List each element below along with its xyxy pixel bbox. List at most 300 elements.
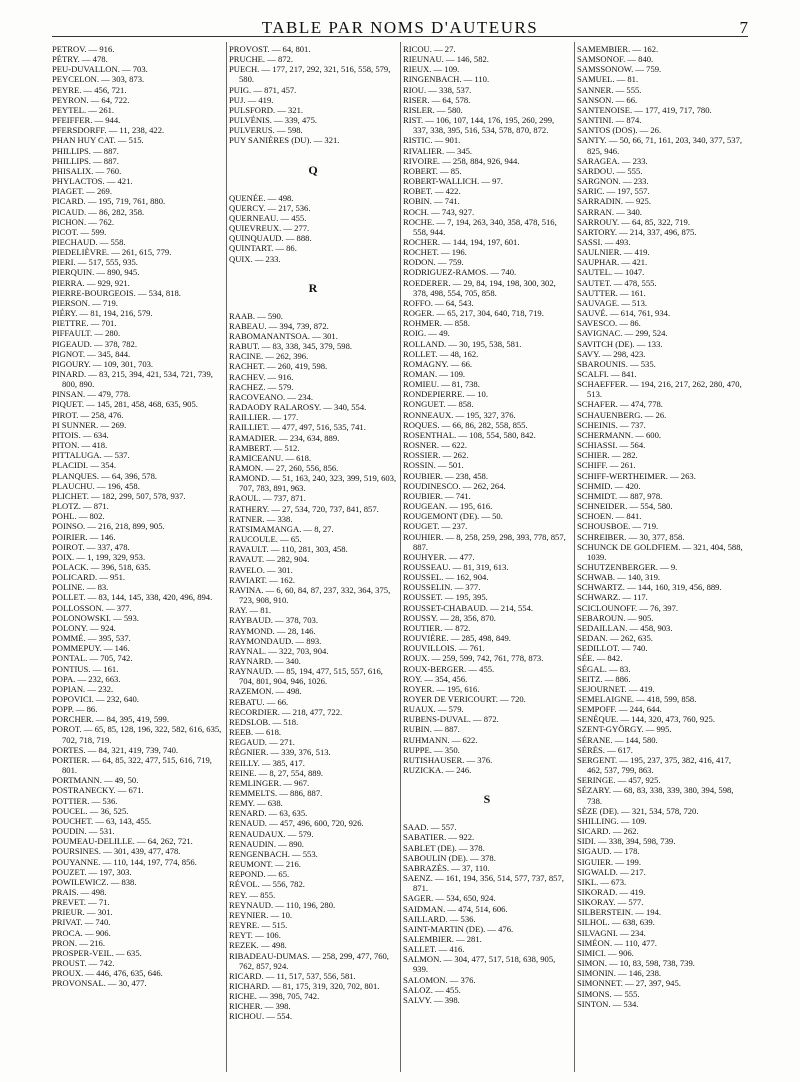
index-entry: SCHIER. — 282. [577,450,638,461]
index-entry: PICOT. — 599. [52,226,107,237]
index-entry: RACHET. — 260, 419, 598. [229,361,328,372]
index-entry: PIEDELIÈVRE. — 261, 615, 779. [52,247,172,258]
index-entry: RABUT. — 83, 338, 345, 379, 598. [229,341,353,352]
index-entry: SCALFI. — 841. [577,369,637,379]
index-entry: RAZEMON. — 498. [229,686,302,697]
index-entry: SBAROUNIS. — 535. [577,358,656,369]
index-entry: PIERSON. — 719. [52,297,118,308]
index-entry: PIÉRY. — 81, 194, 216, 579. [52,308,153,319]
index-entry: ROSSIN. — 501. [403,460,464,471]
index-entry: RAOUL. — 737, 871. [229,493,306,504]
index-entry: PREVET. — 71. [52,897,110,908]
index-entry: SAUVAGE. — 513. [577,297,648,308]
index-entry: ROBERT. — 85. [403,165,462,176]
index-entry: ROUSSY. — 28, 356, 870. [403,612,496,623]
index-entry: PORTIER. — 64, 85, 322, 477, 515, 616, 719, 801. [52,754,212,776]
page-number: 7 [739,18,748,37]
index-entry: ROUVIÈRE. — 285, 498, 849. [403,633,511,644]
index-entry: PLACIDI. — 354. [52,460,116,471]
index-entry: PIECHAUD. — 558. [52,236,126,247]
index-entry: SCHOEN. — 841. [577,511,642,522]
index-entry: PLAUCHU. — 196, 458. [52,480,140,491]
index-entry: RENAUDAUX. — 579. [229,828,314,839]
index-entry: SANTOS (DOS). — 26. [577,125,662,136]
index-entry: RODON. — 759. [403,257,464,268]
index-entry: PIERI. — 517, 555, 935. [52,257,138,268]
index-entry: SÉRÈS. — 617. [577,744,633,755]
index-entry: RAVINA. — 6, 60, 84, 87, 237, 332, 364, 375, 723, 908, 910. [229,584,391,606]
index-entry: SAILLARD. — 536. [403,913,476,924]
index-entry: POUMEAU-DELILLE. — 64, 262, 721. [52,836,193,847]
index-column-3 [400,42,574,1072]
index-entry: SAUTTER. — 161. [577,287,646,298]
index-entry: ROEDERER. — 29, 84, 194, 198, 300, 302, 378, 498, 554, 705, 858. [403,277,556,298]
index-entry: POPIAN. — 232. [52,683,114,694]
index-entry: RÉGNIER. — 339, 376, 513. [229,747,331,758]
index-entry: SCHEINIS. — 737. [577,419,646,430]
index-entry: PUY SANIÈRES (DU). — 321. [229,135,340,146]
index-entry: POPP. — 86. [52,704,98,715]
header-rule [52,36,748,37]
index-entry: ROUX. — 259, 599, 742, 761, 778, 873. [403,653,544,664]
index-entry: QUIEVREUX. — 277. [229,223,310,234]
index-entry: SICARD. — 262. [577,826,639,837]
index-entry: POLLOSSON. — 377. [52,602,132,613]
index-entry: RICARD. — 11, 517, 537, 556, 581. [229,970,356,981]
section-letter-heading: R [308,280,318,295]
index-entry: PEYCELON. — 303, 873. [52,74,145,85]
index-entry: RABOMANANTSOA. — 301. [229,330,338,341]
index-entry: RAYNARD. — 340. [229,655,301,666]
index-entry: PICARD. — 195, 719, 761, 880. [52,196,166,207]
index-entry: POINSO. — 216, 218, 899, 905. [52,521,165,532]
index-entry: RAVELO. — 301. [229,564,293,575]
index-entry: ROUDINESCO. — 262, 264. [403,480,506,491]
index-entry: ROUHIER. — 8, 258, 259, 298, 393, 778, 857, 887. [403,531,566,552]
index-entry: RENGENBACH. — 553. [229,848,318,859]
index-entry: SÉE. — 842. [577,653,623,664]
index-entry: REBATU. — 66. [229,696,289,707]
index-entry: PROUX. — 446, 476, 635, 646. [52,968,163,979]
index-entry: SCHUNCK DE GOLDFIEM. — 321, 404, 588, 1039. [577,541,743,562]
index-entry: SIMONIN. — 146, 238. [577,968,662,979]
index-entry: SCHWARZ. — 117. [577,592,648,603]
index-entry: RICHER. — 398. [229,1001,291,1012]
index-entry: RAMICEANU. — 618. [229,452,312,463]
index-entry: PHILLIPS. — 887. [52,155,119,166]
index-entry: PRAIS. — 498. [52,886,107,897]
index-entry: REPOND. — 65. [229,869,290,880]
index-entry: RAY. — 81. [229,605,272,616]
index-entry: PONTAL. — 705, 742. [52,653,133,664]
index-entry: SCHAEFFER. — 194, 216, 217, 262, 280, 470, 513. [577,379,742,400]
index-entry: ROLLET. — 48, 162. [403,348,479,359]
index-entry: SARGNON. — 233. [577,176,649,187]
index-entry: RONGUET. — 858. [403,399,474,410]
index-entry: PIROT. — 258, 476. [52,409,124,420]
index-entry: PIFFAULT. — 280. [52,328,121,339]
index-entry: PITOIS. — 634. [52,429,109,440]
index-entry: ROBIN. — 741. [403,196,460,207]
index-entry: PFERSDORFF. — 11, 238, 422. [52,125,165,136]
index-entry: SAENZ. — 161, 194, 356, 514, 577, 737, 857, 871. [403,873,564,894]
index-entry: SARTORY. — 214, 337, 496, 875. [577,226,697,237]
index-entry: POMMEPUY. — 146. [52,643,130,654]
index-entry: PHILLIPS. — 887. [52,145,119,156]
index-entry: RAAB. — 590. [229,310,283,321]
index-entry: RATSIMAMANGA. — 8, 27. [229,523,334,534]
index-entry: RIEUNAU. — 146, 582. [403,54,489,65]
index-entry: ROUBIER. — 238, 458. [403,470,488,481]
index-entry: ROUSSET-CHABAUD. — 214, 554. [403,602,534,613]
index-entry: QUINQUAUD. — 888. [229,233,312,244]
index-entry: QUINTART. — 86. [229,243,297,254]
index-entry: REYNAUD. — 110, 196, 280. [229,899,336,910]
index-entry: SIMON. — 10, 83, 598, 738, 739. [577,958,695,969]
index-entry: POWILEWICZ. — 838. [52,876,137,887]
index-entry: SEDAILLAN. — 458, 903. [577,622,673,633]
index-entry: PIGEAUD. — 378, 782. [52,338,137,349]
index-entry: SCHWARTZ. — 144, 160, 319, 456, 889. [577,582,722,593]
index-entry: RICOU. — 27. [403,44,456,54]
index-entry: PICHON. — 762. [52,216,115,227]
index-entry: ROSENTHAL. — 108, 554, 580, 842. [403,429,536,440]
index-entry: RAUCOULE. — 65. [229,534,302,545]
index-entry: RABEAU. — 394, 739, 872. [229,320,329,331]
index-entry: SÉGAL. — 83. [577,663,631,674]
index-entry: ROUBIER. — 741. [403,490,471,501]
index-entry: SÉRANE. — 144, 580. [577,734,658,745]
index-entry: POURSINES. — 301, 439, 477, 478. [52,846,181,857]
index-entry: RICHE. — 398, 705, 742. [229,991,320,1002]
index-entry: RINGENBACH. — 110. [403,74,490,85]
index-entry: SAVESCO. — 86. [577,318,641,329]
index-entry: ROCHE. — 7, 194, 263, 340, 358, 478, 516, 558, 944. [403,216,557,237]
index-entry: POUDIN. — 531. [52,826,115,837]
index-entry: PEYRON. — 64, 722. [52,94,130,105]
index-entry: SIMÉON. — 110, 477. [577,937,657,948]
index-entry: POLACK. — 396, 518, 635. [52,561,151,572]
index-column-4 [574,42,748,1072]
index-entry: SHILLING. — 109. [577,815,647,826]
index-entry: POROT. — 65, 85, 128, 196, 322, 582, 616, 635, 702, 718, 719. [52,724,222,745]
index-entry: ROCHET. — 196. [403,247,467,258]
index-entry: SIGAUD. — 178. [577,846,640,857]
index-entry: ROYER. — 195, 616. [403,683,480,694]
index-entry: RIEUX. — 109. [403,64,460,75]
index-entry: ROHMER. — 858. [403,318,470,329]
index-entry: SAUVÉ. — 614, 761, 934. [577,308,671,319]
index-entry: PRIEUR. — 301. [52,907,113,918]
index-entry: PIQUET. — 145, 281, 458, 468, 635, 905. [52,399,198,410]
index-entry: ROMAN. — 109. [403,369,466,379]
index-entry: SEJOURNET. — 419. [577,683,655,694]
index-entry: REYRE. — 515. [229,920,288,931]
index-entry: RODRIGUEZ-RAMOS. — 740. [403,267,517,278]
index-entry: RAYMONDAUD. — 893. [229,635,322,646]
index-entry: SIKORAD. — 419. [577,886,646,897]
index-entry: SAMEMBIER. — 162. [577,44,659,54]
index-entry: RAYBAUD. — 378, 703. [229,615,318,626]
index-entry: QUERCY. — 217, 536. [229,202,311,213]
index-entry: SAVIGNAC. — 299, 524. [577,328,668,339]
index-entry: SAMSSONOW. — 759. [577,64,662,75]
index-entry: PIGNOT. — 345, 844. [52,348,131,359]
index-entry: RIVOIRE. — 258, 884, 926, 944. [403,155,520,166]
index-entry: ROCH. — 743, 927. [403,206,475,217]
index-entry: RECORDIER. — 218, 477, 722. [229,706,343,717]
index-entry: PEU-DUVALLON. — 703. [52,64,148,75]
index-entry: ROUTIER. — 872. [403,622,471,633]
index-entry: SALEMBIER. — 281. [403,933,482,944]
index-entry: PFEIFFER. — 944. [52,115,121,126]
index-entry: ROSSIER. — 262. [403,450,469,461]
index-entry: SAUTET. — 478, 555. [577,277,657,288]
page-title: TABLE PAR NOMS D'AUTEURS [261,18,539,37]
index-entry: SAUTEL. — 1047. [577,267,645,278]
index-entry: PROVOST. — 64, 801. [229,44,311,54]
index-entry: SILBERSTEIN. — 194. [577,907,662,918]
index-entry: SEBAROUN. — 905. [577,612,654,623]
index-entry: SCHWAB. — 140, 319. [577,572,661,583]
index-entry: SIGWALD. — 217. [577,866,646,877]
index-entry: RACINE. — 262, 396. [229,351,309,362]
index-entry: SCHUTZENBERGER. — 9. [577,561,678,572]
index-entry: PULVÉNIS. — 339, 475. [229,115,318,126]
index-entry: QUIX. — 233. [229,253,281,264]
index-entry: SAINT-MARTIN (DE). — 476. [403,923,514,934]
index-entry: RUTISHAUSER. — 376. [403,754,493,765]
index-entry: ROUSSET. — 195, 395. [403,592,488,603]
index-entry: RIVALIER. — 345. [403,145,473,156]
index-entry: RIBADEAU-DUMAS. — 258, 299, 477, 760, 762, 857, 924. [229,950,389,971]
index-entry: SANTENOISE. — 177, 419, 717, 780. [577,104,712,115]
index-entry: SEITZ. — 886. [577,673,631,684]
index-entry: ROUGEAN. — 195, 616. [403,501,493,512]
index-entry: RISER. — 64, 578. [403,94,471,105]
index-entry: RATHERY. — 27, 534, 720, 737, 841, 857. [229,503,379,514]
index-entry: POIROT. — 337, 478. [52,541,130,552]
index-entry: RAMADIER. — 234, 634, 889. [229,432,340,443]
index-entry: ROGER. — 65, 217, 304, 640, 718, 719. [403,308,544,319]
index-entry: PINARD. — 83, 215, 394, 421, 534, 721, 739, 800, 890. [52,369,213,390]
index-entry: SCHOUSBOE. — 719. [577,521,659,532]
index-entry: RAYMOND. — 28, 146. [229,625,316,636]
index-entry: PULSFORD. — 321. [229,104,304,115]
index-entry: PUJ. — 419. [229,94,274,105]
index-entry: RISTIC. — 901. [403,135,461,146]
index-entry: POUCEL. — 36, 525. [52,805,129,816]
index-entry: ROBET. — 422. [403,186,461,197]
index-entry: SIMICI. — 906. [577,947,634,958]
index-entry: PONTIUS. — 161. [52,663,119,674]
index-entry: POIX. — 1, 199, 329, 953. [52,551,146,562]
index-entry: RAVAUT. — 282, 904. [229,554,310,565]
index-entry: SAUPHAR. — 421. [577,257,648,268]
index-entry: SALVY. — 398. [403,994,460,1005]
index-entry: ROUVILLOIS. — 761. [403,643,485,654]
index-entry: POLONY. — 924. [52,622,116,633]
index-entry: RUZICKA. — 246. [403,765,472,776]
index-entry: POPOVICI. — 232, 640. [52,694,139,704]
index-entry: REDSLOB. — 518. [229,716,299,727]
index-entry: SCHAUENBERG. — 26. [577,409,667,420]
index-entry: ROBERT-WALLICH. — 97. [403,176,503,187]
index-entry: SCHERMANN. — 600. [577,429,662,440]
index-entry: RAVIART. — 162. [229,574,296,585]
index-entry: PLOTZ. — 871. [52,501,109,512]
index-entry: POMMÉ. — 395, 537. [52,633,131,644]
index-entry: ROSNER. — 622. [403,440,467,451]
index-entry: RAMOND. — 51, 163, 240, 323, 399, 519, 603, 707, 783, 891, 963. [229,473,397,494]
index-entry: SERINGE. — 457, 925. [577,775,661,786]
index-entry: RUAUX. — 579. [403,704,464,715]
index-entry: RENAUD. — 457, 496, 600, 720, 926. [229,818,364,829]
index-entry: REINE. — 8, 27, 554, 889. [229,767,324,778]
index-entry: PHISALIX. — 760. [52,165,122,176]
index-entry: REUMONT. — 216. [229,859,301,870]
index-entry: SAVITCH (DE). — 133. [577,338,663,349]
index-entry: SEDILLOT. — 740. [577,643,648,654]
index-entry: RENARD. — 63, 635. [229,808,308,819]
index-entry: SARIC. — 197, 557. [577,186,650,197]
section-letter-heading: Q [308,162,318,177]
index-entry: RUPPE. — 350. [403,744,460,755]
index-entry: SAIDMAN. — 474, 514, 606. [403,903,508,914]
index-entry: PROCA. — 906. [52,927,111,938]
index-entry: ROCHER. — 144, 194, 197, 601. [403,236,520,247]
index-entry: SIGUIER. — 199. [577,856,641,867]
index-entry: REY. — 855. [229,889,276,900]
index-entry: PUIG. — 871, 457. [229,84,297,95]
index-entry: PLANQUES. — 64, 396, 578. [52,470,158,481]
index-columns [52,42,748,1072]
index-entry: SANTY. — 50, 66, 71, 161, 203, 340, 377, 537, 825, 946. [577,135,743,156]
index-entry: QUENÉE. — 498. [229,192,294,203]
index-entry: QUERNEAU. — 455. [229,212,307,223]
index-entry: PRUCHE. — 872. [229,54,293,65]
index-entry: PORTMANN. — 49, 50. [52,775,139,786]
index-entry: REMLINGER. — 967. [229,777,310,788]
index-entry: RAMON. — 27, 260, 556, 856. [229,463,339,473]
index-entry: POUYANNE. — 110, 144, 197, 774, 856. [52,856,197,867]
index-entry: RATNER. — 338. [229,513,293,524]
index-entry: ROYER DE VERICOURT. — 720. [403,694,526,704]
index-entry: ROFFO. — 64, 543. [403,297,474,308]
index-entry: ROUHYER. — 477. [403,551,475,562]
index-entry: RAMBERT. — 512. [229,442,300,453]
index-entry: PORTES. — 84, 321, 419, 739, 740. [52,744,179,755]
index-entry: PRON. — 216. [52,937,106,948]
index-entry: POIRIER. — 146. [52,531,116,542]
index-entry: POPA. — 232, 663. [52,673,121,684]
index-entry: SCHAFER. — 474, 778. [577,399,663,410]
index-entry: REILLY. — 385, 417. [229,757,305,768]
index-entry: PIERRA. — 929, 921. [52,277,130,288]
index-entry: RENAUDIN. — 890. [229,838,304,849]
index-entry: SAULNIER. — 419. [577,247,650,258]
index-entry: SÉZARY. — 68, 83, 338, 339, 380, 394, 598, 738. [577,785,734,806]
index-entry: REGAUD. — 271. [229,737,295,748]
index-entry: REYNIER. — 10. [229,909,293,920]
index-entry: PLICHET. — 182, 299, 507, 578, 937. [52,490,186,501]
index-entry: RONDEPIERRE. — 10. [403,389,488,400]
index-entry: RAILLIET. — 477, 497, 516, 535, 741. [229,422,366,433]
index-entry: SARAGEA. — 233. [577,155,648,166]
index-entry: SCHNEIDER. — 554, 580. [577,501,673,512]
index-entry: PIERRE-BOURGEOIS. — 534, 818. [52,287,181,298]
index-entry: PIETTRE. — 701. [52,318,117,329]
index-column-2 [226,42,400,1072]
index-entry: SIDI. — 338, 394, 598, 739. [577,836,676,847]
index-column-1 [52,42,226,1072]
index-entry: SALLET. — 416. [403,944,465,955]
index-entry: SANTINI. — 874. [577,115,642,126]
index-entry: ROMIEU. — 81, 738. [403,379,480,390]
section-letter-heading: S [483,792,491,807]
index-entry: SALOZ. — 455. [403,984,461,995]
index-entry: SIKORAY. — 577. [577,897,644,908]
index-entry: SEMPOFF. — 244, 644. [577,704,662,715]
index-entry: PROUST. — 742. [52,958,115,969]
index-entry: PHAN HUY CAT. — 515. [52,135,144,146]
index-entry: RÉVOL. — 556, 782. [229,879,305,890]
index-entry: SALOMON. — 376. [403,974,476,985]
index-entry: REYT. — 106. [229,930,281,941]
index-entry: SARRADIN. — 925. [577,196,652,207]
index-entry: SARRAN. — 340. [577,206,642,217]
index-entry: SÈZE (DE). — 321, 534, 578, 720. [577,805,699,816]
index-entry: SZENT-GYÖRGY. — 995. [577,724,672,735]
index-entry: RAILLIER. — 177. [229,412,299,423]
index-entry: POLONOWSKI. — 593. [52,612,139,623]
index-entry: POHL. — 802. [52,511,105,522]
index-entry: ROUSSEAU. — 81, 319, 613. [403,561,509,572]
index-entry: PIAGET. — 269. [52,186,112,197]
index-entry: SAGER. — 534, 650, 924. [403,893,496,904]
index-entry: POLINE. — 83. [52,582,109,593]
index-entry: SAMSONOF. — 840. [577,54,654,65]
index-entry: POUCHET. — 63, 143, 455. [52,815,152,826]
index-entry: SAVY. — 298, 423. [577,348,646,359]
index-entry: SAMUEL. — 81. [577,74,639,85]
index-entry: SCICLOUNOFF. — 76, 397. [577,602,679,613]
index-entry: RUBIN. — 887. [403,724,460,735]
index-entry: SEDAN. — 262, 635. [577,633,653,644]
index-entry: SABATIER. — 922. [403,832,475,843]
index-entry: SILVAGNI. — 234. [577,927,646,938]
index-entry: RAYNAUD. — 85, 194, 477, 515, 557, 616, 704, 801, 904, 946, 1026. [229,666,383,687]
index-entry: PORCHER. — 84, 395, 419, 599. [52,714,169,725]
index-entry: PHYLACTOS. — 421. [52,176,133,187]
index-entry: PÉTRY. — 478. [52,54,108,65]
index-entry: SANNER. — 555. [577,84,642,95]
index-entry: SIMONNET. — 27, 397, 945. [577,978,681,989]
index-entry: RUHMANN. — 622. [403,734,478,745]
index-entry: ROIG. — 49. [403,328,450,339]
index-entry: SIMONS. — 555. [577,988,640,999]
index-entry: SAAD. — 557. [403,822,457,833]
index-entry: RAVAULT. — 110, 281, 303, 458. [229,544,348,555]
index-entry: RACHEV. — 916. [229,371,294,382]
index-entry: RICHOU. — 554. [229,1011,293,1022]
index-entry: ROUSSELIN. — 377. [403,582,481,593]
index-entry: SABOULIN (DE). — 378. [403,852,496,863]
index-entry: REMMELTS. — 886, 887. [229,788,323,798]
index-entry: ROQUES. — 66, 86, 282, 558, 855. [403,419,528,430]
index-entry: SABRAZÈS. — 37, 110. [403,862,490,873]
index-entry: PI SUNNER. — 269. [52,419,127,430]
